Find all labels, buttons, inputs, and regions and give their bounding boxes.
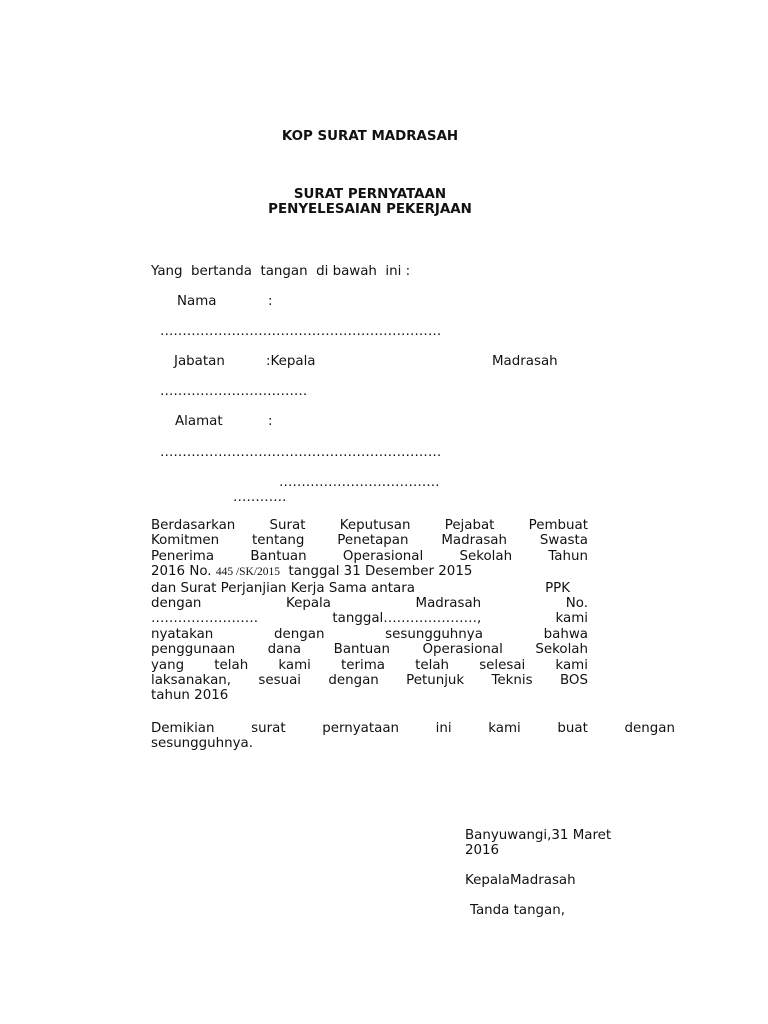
- word: surat: [251, 721, 286, 736]
- word: sesungguhnya: [385, 626, 483, 642]
- word: kami: [555, 657, 588, 673]
- word: dan Surat Perjanjian Kerja Sama antara: [151, 580, 415, 596]
- word: Teknis: [491, 673, 533, 689]
- word: selesai: [479, 657, 526, 673]
- text-run: tanggal 31 Desember 2015: [280, 564, 473, 580]
- word: kami: [555, 611, 588, 627]
- nama-label: Nama: [177, 294, 217, 309]
- word: Madrasah: [441, 533, 507, 549]
- letterhead-title: KOP SURAT MADRASAH: [281, 129, 459, 144]
- word: Berdasarkan: [151, 518, 236, 533]
- word: penggunaan: [151, 642, 236, 658]
- word: buat: [557, 721, 588, 736]
- word: dengan: [328, 673, 379, 689]
- alamat-label: Alamat: [175, 414, 223, 429]
- word: tentang: [251, 533, 305, 549]
- paragraph-line: sesungguhnya.: [151, 736, 254, 752]
- jabatan-dotted-line: ……………………………: [160, 384, 308, 399]
- word: dengan: [274, 626, 325, 642]
- paragraph-line: [151, 627, 588, 642]
- alamat-dotted-line-1: ………………………………………………………: [160, 445, 442, 460]
- word: Surat: [269, 518, 306, 533]
- sk-number: 445 /SK/2015: [215, 566, 281, 579]
- word: dengan: [151, 596, 202, 612]
- closing-paragraph: [151, 721, 675, 752]
- word: Operasional: [342, 548, 424, 564]
- place-date-line2: 2016: [465, 843, 500, 858]
- document-title-line1: SURAT PERNYATAAN: [293, 187, 447, 202]
- word: PPK: [545, 580, 570, 596]
- document-title-line2: PENYELESAIAN PEKERJAAN: [268, 202, 472, 217]
- place-date-line1: Banyuwangi,31 Maret: [465, 828, 612, 843]
- word: nyatakan: [151, 626, 214, 642]
- signature-placeholder: Tanda tangan,: [470, 903, 566, 918]
- word: Swasta: [539, 533, 588, 549]
- word: Bantuan: [250, 548, 307, 564]
- word: Sekolah: [535, 642, 588, 658]
- paragraph-line: [151, 533, 588, 548]
- word: terima: [341, 657, 385, 673]
- word: Sekolah: [459, 548, 513, 564]
- paragraph-line: [151, 642, 588, 657]
- paragraph-line: [151, 549, 588, 564]
- jabatan-value-2: Madrasah: [492, 354, 558, 369]
- word: Operasional: [422, 642, 503, 658]
- paragraph-line: tahun 2016: [151, 688, 229, 704]
- word: Demikian: [151, 721, 215, 736]
- word: bahwa: [543, 626, 588, 642]
- word: Keputusan: [339, 518, 411, 533]
- word: Penetapan: [337, 533, 409, 549]
- word: BOS: [559, 673, 588, 689]
- jabatan-value: :Kepala: [266, 354, 316, 369]
- word: Komitmen: [151, 533, 220, 549]
- word: Madrasah: [415, 596, 482, 612]
- word: dengan: [624, 721, 675, 736]
- paragraph-line: [151, 581, 588, 596]
- paragraph-line: [151, 721, 675, 736]
- word: sesuai: [258, 673, 301, 689]
- word: dana: [267, 642, 302, 658]
- paragraph-line: [151, 673, 588, 688]
- word: ini: [435, 721, 452, 736]
- word: kami: [488, 721, 521, 736]
- paragraph-line: [151, 564, 588, 580]
- word: Pembuat: [528, 518, 588, 533]
- paragraph-line: [151, 611, 588, 626]
- word: pernyataan: [322, 721, 400, 736]
- alamat-colon: :: [268, 414, 273, 429]
- word: Petunjuk: [406, 673, 465, 689]
- word: tanggal…………………,: [332, 611, 482, 627]
- nama-colon: :: [268, 294, 273, 309]
- jabatan-label: Jabatan: [174, 354, 225, 369]
- word: Tahun: [548, 548, 588, 564]
- word: Bantuan: [333, 642, 390, 658]
- text-run: 2016 No.: [151, 564, 216, 580]
- alamat-dotted-line-2: ………………………………: [279, 475, 440, 490]
- word: Pejabat: [444, 518, 495, 533]
- nama-dotted-line: ………………………………………………………: [160, 324, 442, 339]
- paragraph-line: [151, 596, 588, 611]
- word: telah: [415, 657, 450, 673]
- letterhead: [150, 129, 590, 145]
- word: No.: [565, 596, 588, 612]
- word: laksanakan,: [151, 673, 232, 689]
- word: telah: [214, 657, 249, 673]
- paragraph-line: [151, 518, 588, 533]
- paragraph-line: [151, 658, 588, 673]
- alamat-dotted-line-3: …………: [233, 490, 287, 505]
- word: yang: [151, 657, 185, 673]
- signatory-position: KepalaMadrasah: [465, 873, 576, 888]
- word: Kepala: [285, 596, 331, 612]
- word: ……………………: [151, 611, 259, 627]
- word: kami: [278, 657, 311, 673]
- word: Penerima: [151, 548, 215, 564]
- statement-paragraph: [151, 518, 588, 704]
- document-title: [150, 187, 590, 217]
- intro-text: Yang bertanda tangan di bawah ini :: [151, 264, 411, 279]
